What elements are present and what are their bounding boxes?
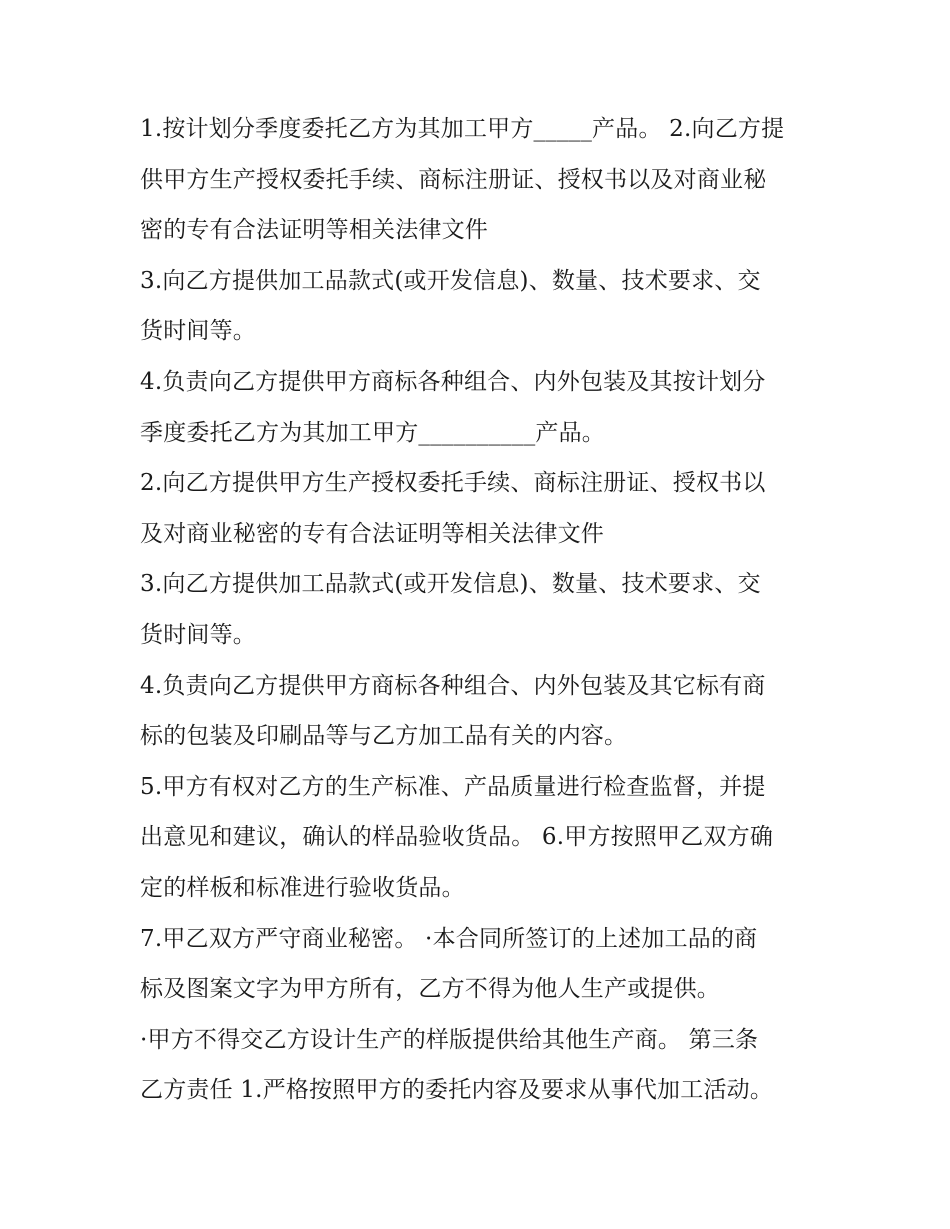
text-line: 3.向乙方提供加工品款式(或开发信息)、数量、技术要求、交 (140, 267, 761, 294)
text-line: 标的包装及印刷品等与乙方加工品有关的内容。 (140, 723, 628, 750)
text-line: 3.向乙方提供加工品款式(或开发信息)、数量、技术要求、交 (140, 571, 761, 598)
text-line: 乙方责任 1.严格按照甲方的委托内容及要求从事代加工活动。 (140, 1077, 774, 1104)
text-line: 及对商业秘密的专有合法证明等相关法律文件 (140, 520, 604, 547)
text-line: 密的专有合法证明等相关法律文件 (140, 217, 488, 244)
text-line: 季度委托乙方为其加工甲方__________产品。 (140, 419, 605, 446)
text-line: 供甲方生产授权委托手续、商标注册证、授权书以及对商业秘 (140, 166, 767, 193)
text-line: ·甲方不得交乙方设计生产的样版提供给其他生产商。 第三条 (140, 1026, 759, 1053)
text-line: 标及图案文字为甲方所有，乙方不得为他人生产或提供。 (140, 976, 720, 1003)
text-line: 4.负责向乙方提供甲方商标各种组合、内外包装及其按计划分 (140, 368, 766, 395)
text-line: 4.负责向乙方提供甲方商标各种组合、内外包装及其它标有商 (140, 672, 766, 699)
text-line: 定的样板和标准进行验收货品。 (140, 874, 465, 901)
text-line: 2.向乙方提供甲方生产授权委托手续、商标注册证、授权书以 (140, 470, 766, 497)
text-line: 货时间等。 (140, 318, 256, 345)
text-line: 货时间等。 (140, 621, 256, 648)
text-line: 7.甲乙双方严守商业秘密。 ·本合同所签订的上述加工品的商 (140, 925, 758, 952)
text-line: 5.甲方有权对乙方的生产标准、产品质量进行检查监督，并提 (140, 773, 766, 800)
contract-body-text (140, 104, 820, 1116)
text-line: 1.按计划分季度委托乙方为其加工甲方_____产品。 2.向乙方提 (140, 116, 785, 142)
text-line: 出意见和建议，确认的样品验收货品。 6.甲方按照甲乙双方确 (140, 824, 774, 851)
